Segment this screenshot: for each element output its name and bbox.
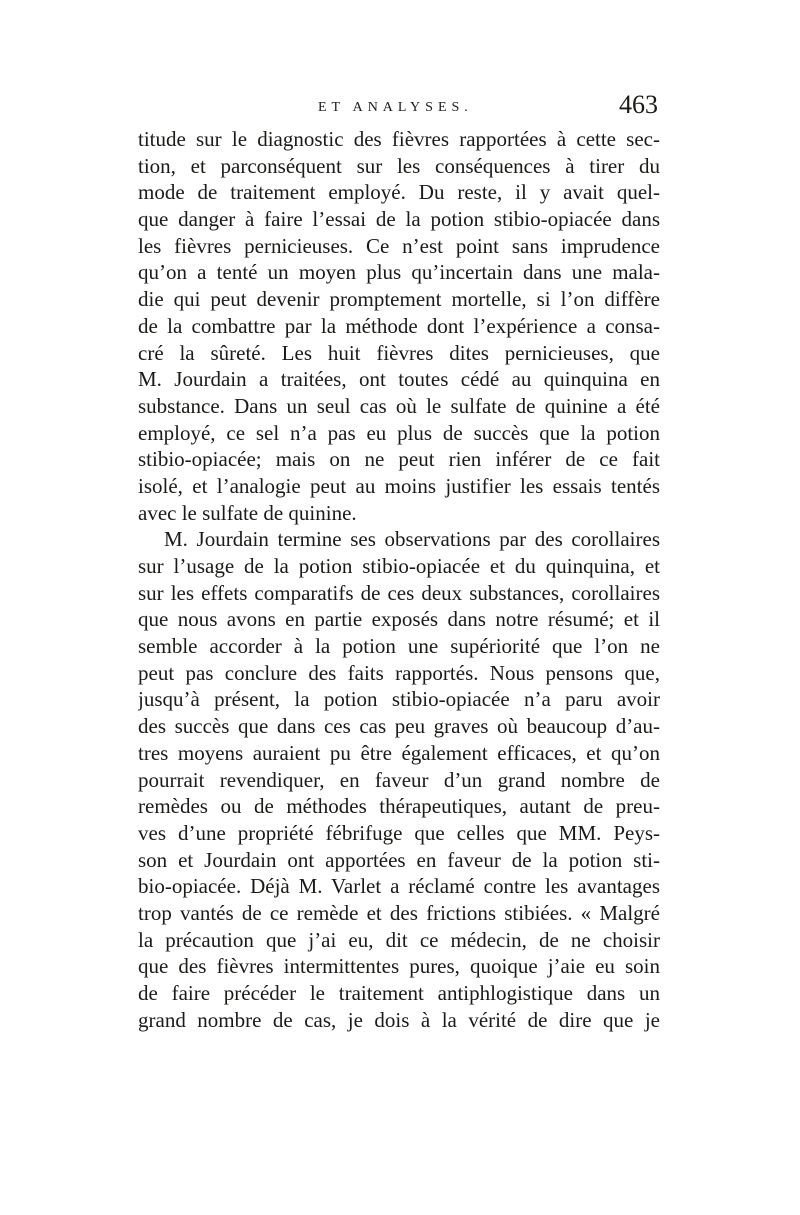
text-line: des succès que dans ces cas peu graves où beaucoup d’au-	[138, 714, 660, 739]
text-line: tion, et parconséquent sur les conséquences à tirer du	[138, 153, 660, 178]
text-line: die qui peut devenir promptement mortelle, si l’on diffère	[138, 287, 660, 312]
text-line: remèdes ou de méthodes thérapeutiques, autant de preu-	[138, 794, 660, 819]
text-line: pourrait revendiquer, en faveur d’un grand nombre de	[138, 767, 660, 792]
text-line: ves d’une propriété fébrifuge que celles que MM. Peys-	[138, 820, 660, 845]
page-header	[138, 90, 658, 124]
text-line: cré la sûreté. Les huit fièvres dites pernicieuses, que	[138, 340, 660, 365]
text-line: stibio-opiacée; mais on ne peut rien inférer de ce fait	[138, 447, 660, 472]
text-line: avec le sulfate de quinine.	[138, 500, 357, 525]
text-line: jusqu’à présent, la potion stibio-opiacée n’a paru avoir	[138, 687, 660, 712]
text-line: mode de traitement employé. Du reste, il y avait quel-	[138, 180, 660, 205]
text-line: M. Jourdain termine ses observations par des corollaires	[164, 527, 660, 552]
text-line: employé, ce sel n’a pas eu plus de succès que la potion	[138, 420, 660, 445]
body-text	[138, 126, 660, 1033]
text-line: la précaution que j’ai eu, dit ce médecin, de ne choisir	[138, 927, 660, 952]
text-line: sur l’usage de la potion stibio-opiacée et du quinquina, et	[138, 554, 660, 578]
text-line: isolé, et l’analogie peut au moins justifier les essais tentés	[138, 473, 660, 498]
text-line: son et Jourdain ont apportées en faveur de la potion sti-	[138, 847, 660, 872]
text-line: que des fièvres intermittentes pures, quoique j’aie eu soin	[138, 954, 660, 979]
text-line: que nous avons en partie exposés dans notre résumé; et il	[138, 607, 660, 632]
text-line: titude sur le diagnostic des fièvres rapportées à cette sec-	[138, 127, 660, 151]
text-line: trop vantés de ce remède et des frictions stibiées. « Malgré	[138, 900, 660, 925]
text-line: qu’on a tenté un moyen plus qu’incertain dans une mala-	[138, 260, 660, 285]
text-line: sur les effets comparatifs de ces deux substances, corollaires	[138, 580, 660, 605]
text-line: tres moyens auraient pu être également efficaces, et qu’on	[138, 740, 660, 765]
text-line: que danger à faire l’essai de la potion stibio-opiacée dans	[138, 207, 660, 232]
text-line: de faire précéder le traitement antiphlogistique dans un	[138, 981, 660, 1005]
text-line: peut pas conclure des faits rapportés. Nous pensons que,	[138, 660, 660, 685]
text-line: les fièvres pernicieuses. Ce n’est point sans imprudence	[138, 233, 660, 258]
text-line: bio-opiacée. Déjà M. Varlet a réclamé contre les avantages	[138, 874, 660, 899]
text-line: grand nombre de cas, je dois à la vérité de dire que je	[138, 1007, 660, 1032]
text-line: semble accorder à la potion une supériorité que l’on ne	[138, 634, 660, 659]
running-head: ET ANALYSES.	[318, 100, 473, 115]
text-line: de la combattre par la méthode dont l’expérience a consa-	[138, 313, 660, 338]
text-line: M. Jourdain a traitées, ont toutes cédé au quinquina en	[138, 367, 660, 392]
page-number: 463	[619, 90, 658, 119]
text-line: substance. Dans un seul cas où le sulfate de quinine a été	[138, 393, 660, 418]
